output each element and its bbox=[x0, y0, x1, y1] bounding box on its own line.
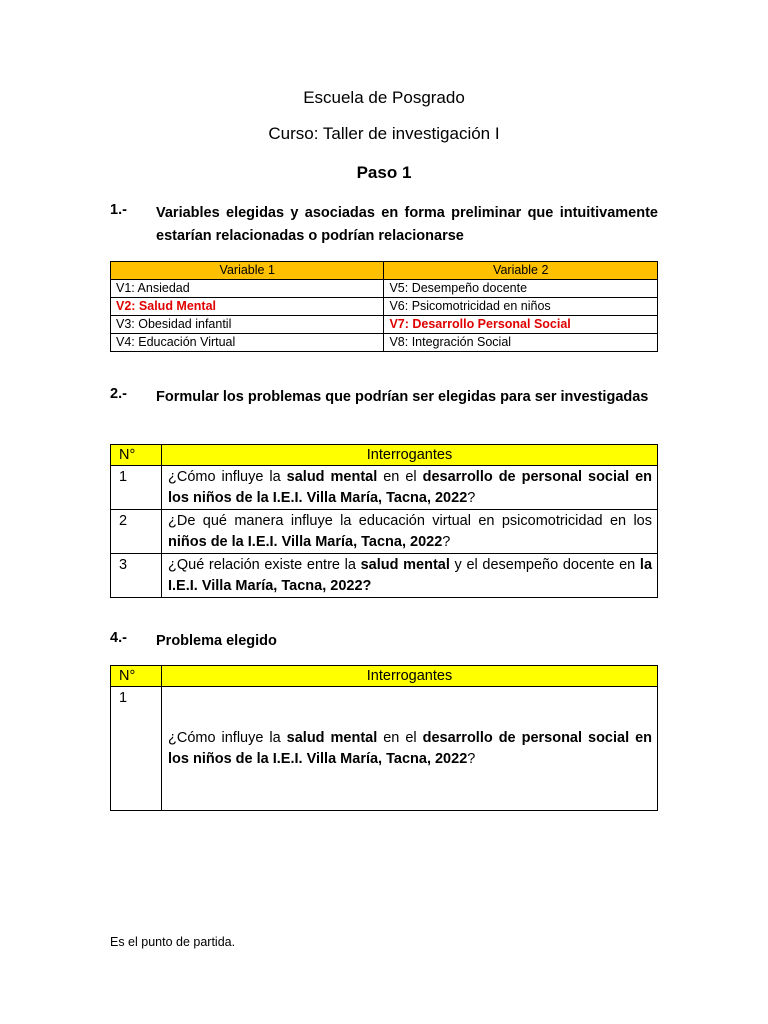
question-number: 1 bbox=[111, 466, 162, 510]
variable-cell: V4: Educación Virtual bbox=[111, 334, 384, 352]
chosen-question-text: ¿Cómo influye la salud mental en el desarrollo de personal social en los niños de la I.E.I. Villa María, Tacna, 2022? bbox=[162, 687, 658, 811]
section-4-number: 4.- bbox=[110, 630, 127, 646]
question-number: 3 bbox=[111, 554, 162, 598]
course-title: Curso: Taller de investigación I bbox=[268, 124, 500, 143]
table-row bbox=[111, 298, 658, 316]
chosen-problem-table bbox=[110, 665, 658, 811]
question-number: 2 bbox=[111, 510, 162, 554]
question-text: ¿Qué relación existe entre la salud mental y el desempeño docente en la I.E.I. Villa María, Tacna, 2022? bbox=[162, 554, 658, 598]
question-text: ¿De qué manera influye la educación virtual en psicomotricidad en los niños de la I.E.I. Villa María, Tacna, 2022? bbox=[162, 510, 658, 554]
table-row bbox=[111, 554, 658, 598]
chosen-header-row bbox=[111, 666, 658, 687]
section-2-text: Formular los problemas que podrían ser elegidas para ser investigadas bbox=[156, 389, 649, 405]
table-row bbox=[111, 334, 658, 352]
section-2-number: 2.- bbox=[110, 386, 127, 402]
chosen-header-number: N° bbox=[111, 666, 162, 687]
section-2 bbox=[110, 386, 658, 436]
section-1 bbox=[110, 202, 658, 252]
section-4-text: Problema elegido bbox=[156, 633, 277, 649]
variables-table bbox=[110, 261, 658, 352]
questions-header-row bbox=[111, 445, 658, 466]
step-title: Paso 1 bbox=[356, 163, 412, 182]
variables-header-1: Variable 1 bbox=[111, 262, 384, 280]
chosen-header-interrogantes: Interrogantes bbox=[162, 666, 658, 687]
variables-header-row bbox=[111, 262, 658, 280]
table-row bbox=[111, 280, 658, 298]
questions-header-number: N° bbox=[111, 445, 162, 466]
question-text: ¿Cómo influye la salud mental en el desarrollo de personal social en los niños de la I.E.I. Villa María, Tacna, 2022? bbox=[162, 466, 658, 510]
footer-note: Es el punto de partida. bbox=[110, 935, 236, 949]
variable-cell: V6: Psicomotricidad en niños bbox=[384, 298, 658, 316]
variables-header-2: Variable 2 bbox=[384, 262, 658, 280]
section-1-text: Variables elegidas y asociadas en forma preliminar que intuitivamente estarían relacionadas o podrían relacionarse bbox=[156, 205, 658, 244]
variable-cell: V5: Desempeño docente bbox=[384, 280, 658, 298]
variable-cell: V3: Obesidad infantil bbox=[111, 316, 384, 334]
table-row bbox=[111, 316, 658, 334]
section-4 bbox=[110, 630, 658, 654]
questions-table bbox=[110, 444, 658, 598]
variable-cell-highlighted: V2: Salud Mental bbox=[111, 298, 384, 316]
variable-cell: V1: Ansiedad bbox=[111, 280, 384, 298]
chosen-number: 1 bbox=[111, 687, 162, 811]
variable-cell: V8: Integración Social bbox=[384, 334, 658, 352]
section-1-number: 1.- bbox=[110, 202, 127, 218]
table-row bbox=[111, 510, 658, 554]
table-row bbox=[111, 466, 658, 510]
school-title: Escuela de Posgrado bbox=[303, 88, 465, 107]
variable-cell-highlighted: V7: Desarrollo Personal Social bbox=[384, 316, 658, 334]
table-row bbox=[111, 687, 658, 811]
questions-header-interrogantes: Interrogantes bbox=[162, 445, 658, 466]
